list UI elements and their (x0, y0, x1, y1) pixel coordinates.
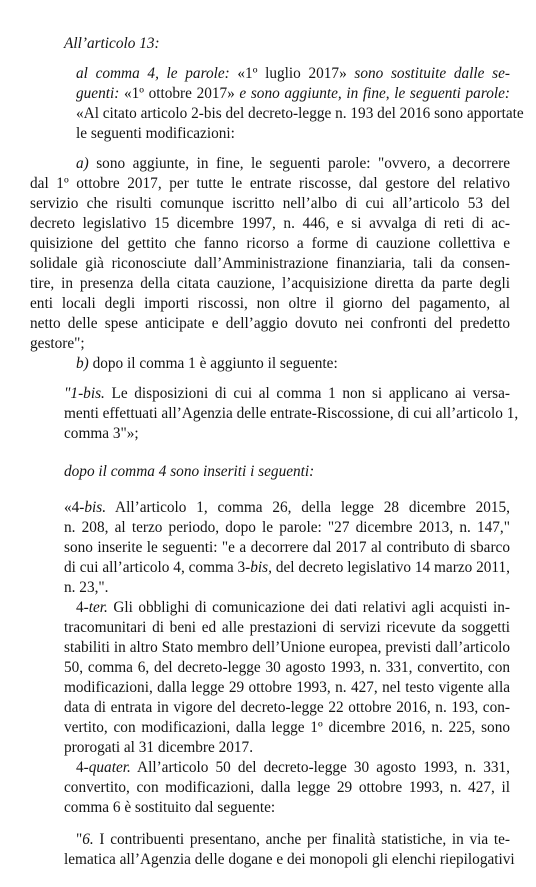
text-line: menti effettuati all’Agenzia delle entrate-Riscossione, di cui all’articolo 1, (64, 405, 519, 422)
text-line: tire, in presenza della citata cauzione, l’acquisizione diretta da parte degli (30, 275, 510, 292)
text-line: gestore"; (30, 335, 85, 352)
text-line: sono inserite le seguenti: "e a decorrere dal 2017 al contributo di sbarco (64, 539, 510, 556)
text-line: n. 23,". (64, 579, 109, 596)
text-line: convertito, con modificazioni, dalla legge 29 ottobre 1993, n. 427, il (64, 779, 510, 796)
text-line: decreto legislativo 15 dicembre 1997, n. 446, e si avvalga di reti di ac- (30, 215, 510, 232)
text-line: tracomunitari di beni ed alle prestazioni di servizi ricevute da soggetti (64, 619, 510, 636)
text-line: 4-ter. Gli obblighi di comunicazione dei dati relativi agli acquisti in- (76, 599, 510, 616)
text-line: di cui all’articolo 4, comma 3-bis, del decreto legislativo 14 marzo 2011, (64, 559, 510, 576)
subheading-inserted: dopo il comma 4 sono inseriti i seguenti: (64, 463, 315, 480)
text-line: solidale già riconosciute dall’Amministrazione finanziaria, tali da consen- (30, 255, 510, 272)
text-line: le seguenti modificazioni: (76, 125, 235, 142)
text-line: al comma 4, le parole: «1º luglio 2017» sono sostituite dalle se- (76, 65, 510, 82)
text-line: prorogati al 31 dicembre 2017. (64, 739, 254, 756)
text-line: 4-quater. All’articolo 50 del decreto-legge 30 agosto 1993, n. 331, (76, 759, 510, 776)
text-line: lematica all’Agenzia delle dogane e dei monopoli gli elenchi riepilogativi (64, 851, 515, 868)
text-line: comma 3"»; (64, 425, 139, 442)
text-line: servizio che risulti comunque iscritto nell’albo di cui all’articolo 53 del (30, 195, 510, 212)
text-line: netto delle spese anticipate e dell’aggio dovuto nei confronti del predetto (30, 315, 510, 332)
text-line: b) dopo il comma 1 è aggiunto il seguente: (76, 355, 338, 372)
text-line: dal 1º ottobre 2017, per tutte le entrate riscosse, dal gestore del relativo (30, 175, 510, 192)
text-line: enti locali degli importi riscossi, non oltre il giorno del pagamento, al (30, 295, 510, 312)
text-line: a) sono aggiunte, in fine, le seguenti parole: "ovvero, a decorrere (76, 155, 510, 172)
heading-articolo-13: All’articolo 13: (64, 35, 160, 52)
text-line: data di entrata in vigore del decreto-legge 22 ottobre 2016, n. 193, con- (64, 699, 510, 716)
text-line: modificazioni, dalla legge 29 ottobre 1993, n. 427, nel testo vigente alla (64, 679, 510, 696)
text-line: quisizione del gettito che fanno ricorso a forme di cauzione collettiva e (30, 235, 510, 252)
text-line: stabiliti in altro Stato membro dell’Unione europea, previsti dall’articolo (64, 639, 510, 656)
text-line: vertito, con modificazioni, dalla legge 1º dicembre 2016, n. 225, sono (64, 719, 510, 736)
text-line: "6. I contribuenti presentano, anche per finalità statistiche, in via te- (76, 831, 510, 848)
text-line: «4-bis. All’articolo 1, comma 26, della legge 28 dicembre 2015, (64, 499, 510, 516)
text-line: n. 208, al terzo periodo, dopo le parole: "27 dicembre 2013, n. 147," (64, 519, 510, 536)
text-line: guenti: «1º ottobre 2017» e sono aggiunte, in fine, le seguenti parole: (76, 85, 510, 102)
text-line: comma 6 è sostituito dal seguente: (64, 799, 276, 816)
text-line: «Al citato articolo 2-bis del decreto-legge n. 193 del 2016 sono apportate (76, 105, 524, 122)
text-line: "1-bis. Le disposizioni di cui al comma 1 non si applicano ai versa- (64, 385, 510, 402)
text-line: 50, comma 6, del decreto-legge 30 agosto 1993, n. 331, convertito, con (64, 659, 510, 676)
